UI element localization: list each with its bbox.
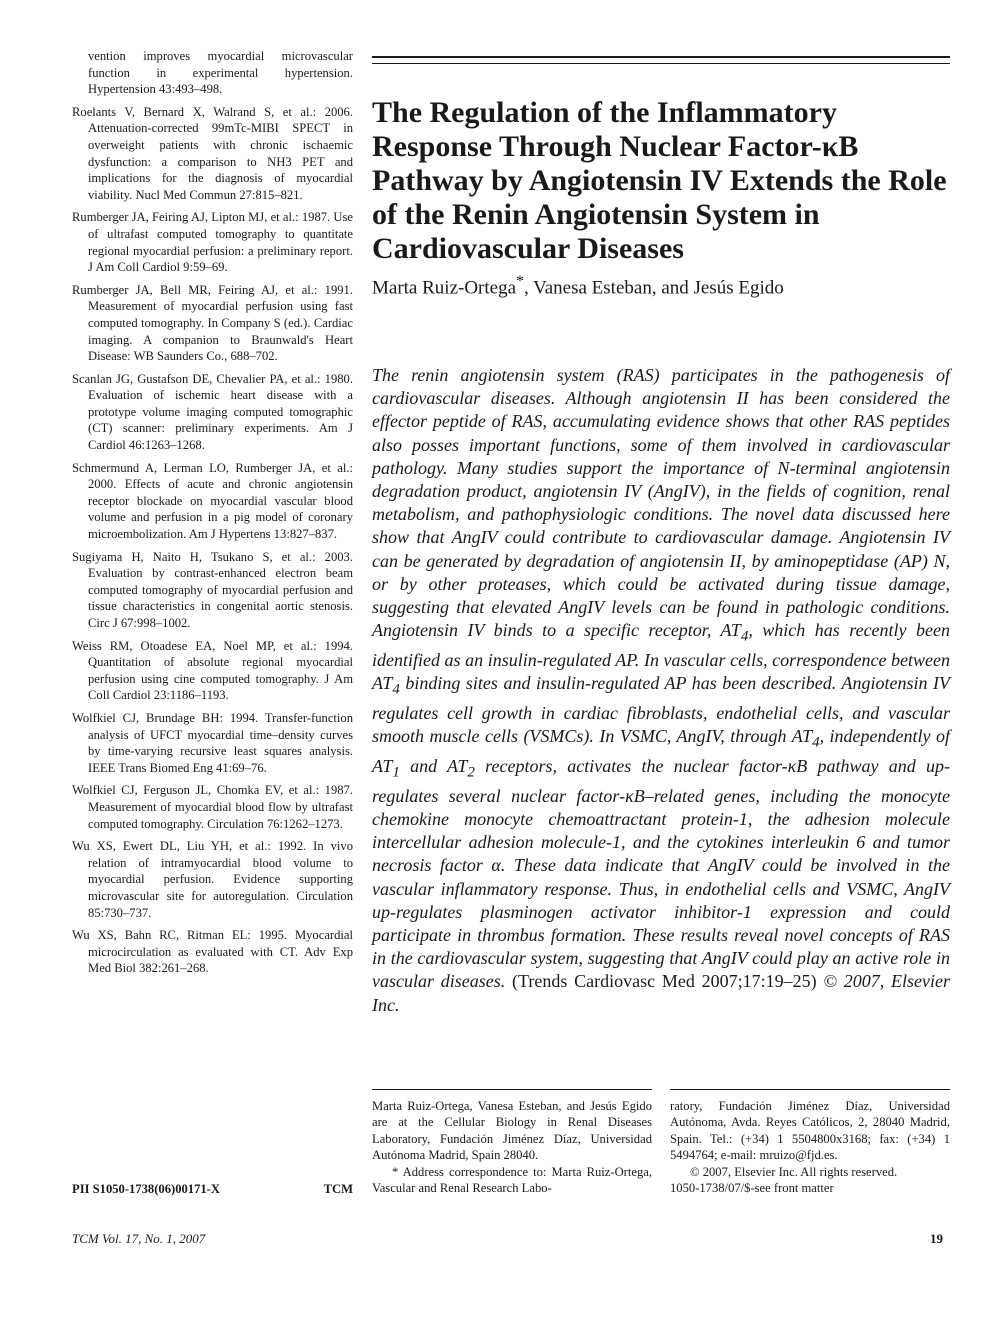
- issn-note: 1050-1738/07/$-see front matter: [670, 1181, 834, 1196]
- correspondence-continued: ratory, Fundación Jiménez Díaz, Universidad Autónoma, Avda. Reyes Católicos, 2, 28040 Madrid, Spain. Tel.: (+34) 1 5504800x3168; fax: (+34) 1 5494764; e-mail: mruizo@fjd.es.: [670, 1099, 950, 1163]
- reference-item: Wolfkiel CJ, Ferguson JL, Chomka EV, et al.: 1987. Measurement of myocardial blood flow by ultrafast computed tomography. Circulation 76:1262–1273.: [72, 783, 353, 831]
- pii-code: PII S1050-1738(06)00171-X: [72, 1182, 220, 1196]
- reference-item: Weiss RM, Otoadese EA, Noel MP, et al.: 1994. Quantitation of absolute regional myocardial perfusion using cine computed tomography. J Am Coll Cardiol 23:1186–1193.: [72, 638, 353, 703]
- reference-item: Rumberger JA, Bell MR, Feiring AJ, et al.: 1991. Measurement of myocardial perfusion using fast computed tomography. In Company S (ed.). Cardiac imaging. A companion to Braunwald's Heart Disease: WB Saunders Co., 688–702.: [72, 282, 353, 364]
- reference-list: [72, 48, 353, 983]
- title-rule-thick: [372, 56, 950, 58]
- subscript: 4: [812, 734, 820, 751]
- footnote-right: [670, 1098, 950, 1196]
- abstract-text: , independently of AT: [372, 726, 951, 777]
- reference-item: Wolfkiel CJ, Brundage BH: 1994. Transfer-function analysis of UFCT myocardial time–density curves by time-varying recursive least squares analysis. IEEE Trans Biomed Eng 41:69–76.: [72, 710, 353, 775]
- reference-item: Roelants V, Bernard X, Walrand S, et al.: 2006. Attenuation-corrected 99mTc-MIBI SPECT in overweight patients with chronic ischaemic dysfunction: a comparison to NH3 PET and implications for the diagnosis of myocardial viability. Nucl Med Commun 27:815–821.: [72, 104, 353, 202]
- corresponding-marker: *: [516, 273, 524, 290]
- abstract-text: binding sites and insulin-regulated AP has been described. Angiotensin IV regulates cell growth in cardiac fibroblasts, endothelial cells, and vascular smooth muscle cells (VSMCs). In VSMC, AngIV, through AT: [372, 673, 950, 747]
- footnote-rule-right: [670, 1089, 950, 1090]
- subscript: 2: [467, 764, 475, 781]
- subscript: 1: [392, 764, 400, 781]
- article-title: The Regulation of the Inflammatory Response Through Nuclear Factor-κB Pathway by Angiotensin IV Extends the Role of the Renin Angiotensin System in Cardiovascular Diseases: [372, 96, 947, 265]
- abstract-text: and AT: [399, 756, 468, 777]
- first-author: Marta Ruiz-Ortega: [372, 277, 517, 299]
- reference-item: vention improves myocardial microvascular function in experimental hypertension. Hypertension 43:493–498.: [88, 49, 353, 97]
- title-rule-thin: [372, 63, 950, 64]
- correspondence-note: * Address correspondence to: Marta Ruiz-Ortega, Vascular and Renal Research Labo-: [372, 1164, 652, 1196]
- subscript: 4: [740, 628, 749, 645]
- affiliation-note: Marta Ruiz-Ortega, Vanesa Esteban, and Jesús Egido are at the Cellular Biology in Renal Diseases Laboratory, Fundación Jiménez Díaz, Universidad Autónoma Madrid, Spain 28040.: [372, 1099, 652, 1163]
- reference-item: Sugiyama H, Naito H, Tsukano S, et al.: 2003. Evaluation by contrast-enhanced electron beam computed tomography of myocardial perfusion and tissue characteristics in congenital aortic stenosis. Circ J 67:998–1002.: [72, 549, 353, 630]
- abstract-text: The renin angiotensin system (RAS) participates in the pathogenesis of cardiovascular diseases. Although angiotensin II has been considered the effector peptide of RAS, accumulating evidence shows that other RAS peptides also posses important functions, some of them involved in cardiovascular pathology. Many studies support the importance of N-terminal angiotensin degradation product, angiotensin IV (AngIV), in the fields of cognition, renal metabolism, and pathophysiologic conditions. The novel data discussed here show that AngIV could contribute to cardiovascular damage. Angiotensin IV can be generated by degradation of angiotensin II, by aminopeptidase (AP) N, or by other proteases, which could be activated during tissue damage, suggesting that elevated AngIV levels can be found in pathologic conditions. Angiotensin IV binds to a specific receptor, AT: [372, 365, 950, 641]
- reference-item: Scanlan JG, Gustafson DE, Chevalier PA, et al.: 1980. Evaluation of ischemic heart disease with a prototype volume imaging computed tomographic (CT) scanner: preliminary experiments. Am J Cardiol 46:1263–1268.: [72, 371, 353, 453]
- section-label: TCM: [323, 1182, 353, 1196]
- reference-item: Rumberger JA, Feiring AJ, Lipton MJ, et al.: 1987. Use of ultrafast computed tomography to quantitate regional myocardial perfusion: a preliminary report. J Am Coll Cardiol 9:59–69.: [72, 210, 353, 275]
- pii-line: [72, 1182, 353, 1197]
- footnote-rule-left: [372, 1089, 652, 1090]
- other-authors: , Vanesa Esteban, and Jesús Egido: [523, 277, 784, 299]
- abstract: [372, 364, 950, 1017]
- abstract-text: receptors, activates the nuclear factor-κB pathway and up-regulates several nuclear factor-κB–related genes, including the monocyte chemokine monocyte chemoattractant protein-1, the adhesion molecule intercellular adhesion molecule-1, and the cytokines interleukin 6 and tumor necrosis factor α. These data indicate that AngIV could be involved in the vascular inflammatory response. Thus, in endothelial cells and VSMC, AngIV up-regulates plasminogen activator inhibitor-1 expression and could participate in thrombus formation. These results reveal novel concepts of RAS in the cardiovascular system, suggesting that AngIV could play an active role in vascular diseases.: [372, 756, 950, 992]
- reference-item: Wu XS, Bahn RC, Ritman EL: 1995. Myocardial microcirculation as evaluated with CT. Adv Exp Med Biol 382:261–268.: [72, 928, 353, 976]
- page-number: 19: [930, 1231, 943, 1246]
- reference-item: Wu XS, Ewert DL, Liu YH, et al.: 1992. In vivo relation of intramyocardial blood volume to myocardial perfusion. Evidence supporting microvascular site for autoregulation. Circulation 85:730–737.: [72, 839, 353, 920]
- abstract-copyright: © 2007, Elsevier Inc.: [372, 971, 950, 1015]
- author-line: [372, 270, 950, 300]
- subscript: 4: [392, 681, 400, 698]
- copyright-note: © 2007, Elsevier Inc. All rights reserved.: [690, 1164, 898, 1179]
- footer-journal: TCM Vol. 17, No. 1, 2007: [72, 1231, 206, 1246]
- journal-citation: (Trends Cardiovasc Med 2007;17:19–25): [512, 971, 817, 992]
- footnote-left: [372, 1098, 652, 1196]
- abstract-text: , which has recently been identified as an insulin-regulated AP. In vascular cells, correspondence between AT: [372, 620, 950, 694]
- reference-item: Schmermund A, Lerman LO, Rumberger JA, et al.: 2000. Effects of acute and chronic angiotensin receptor blockade on myocardial vascular blood volume and perfusion in a pig model of coronary microembolization. Am J Hypertens 13:827–837.: [72, 460, 353, 542]
